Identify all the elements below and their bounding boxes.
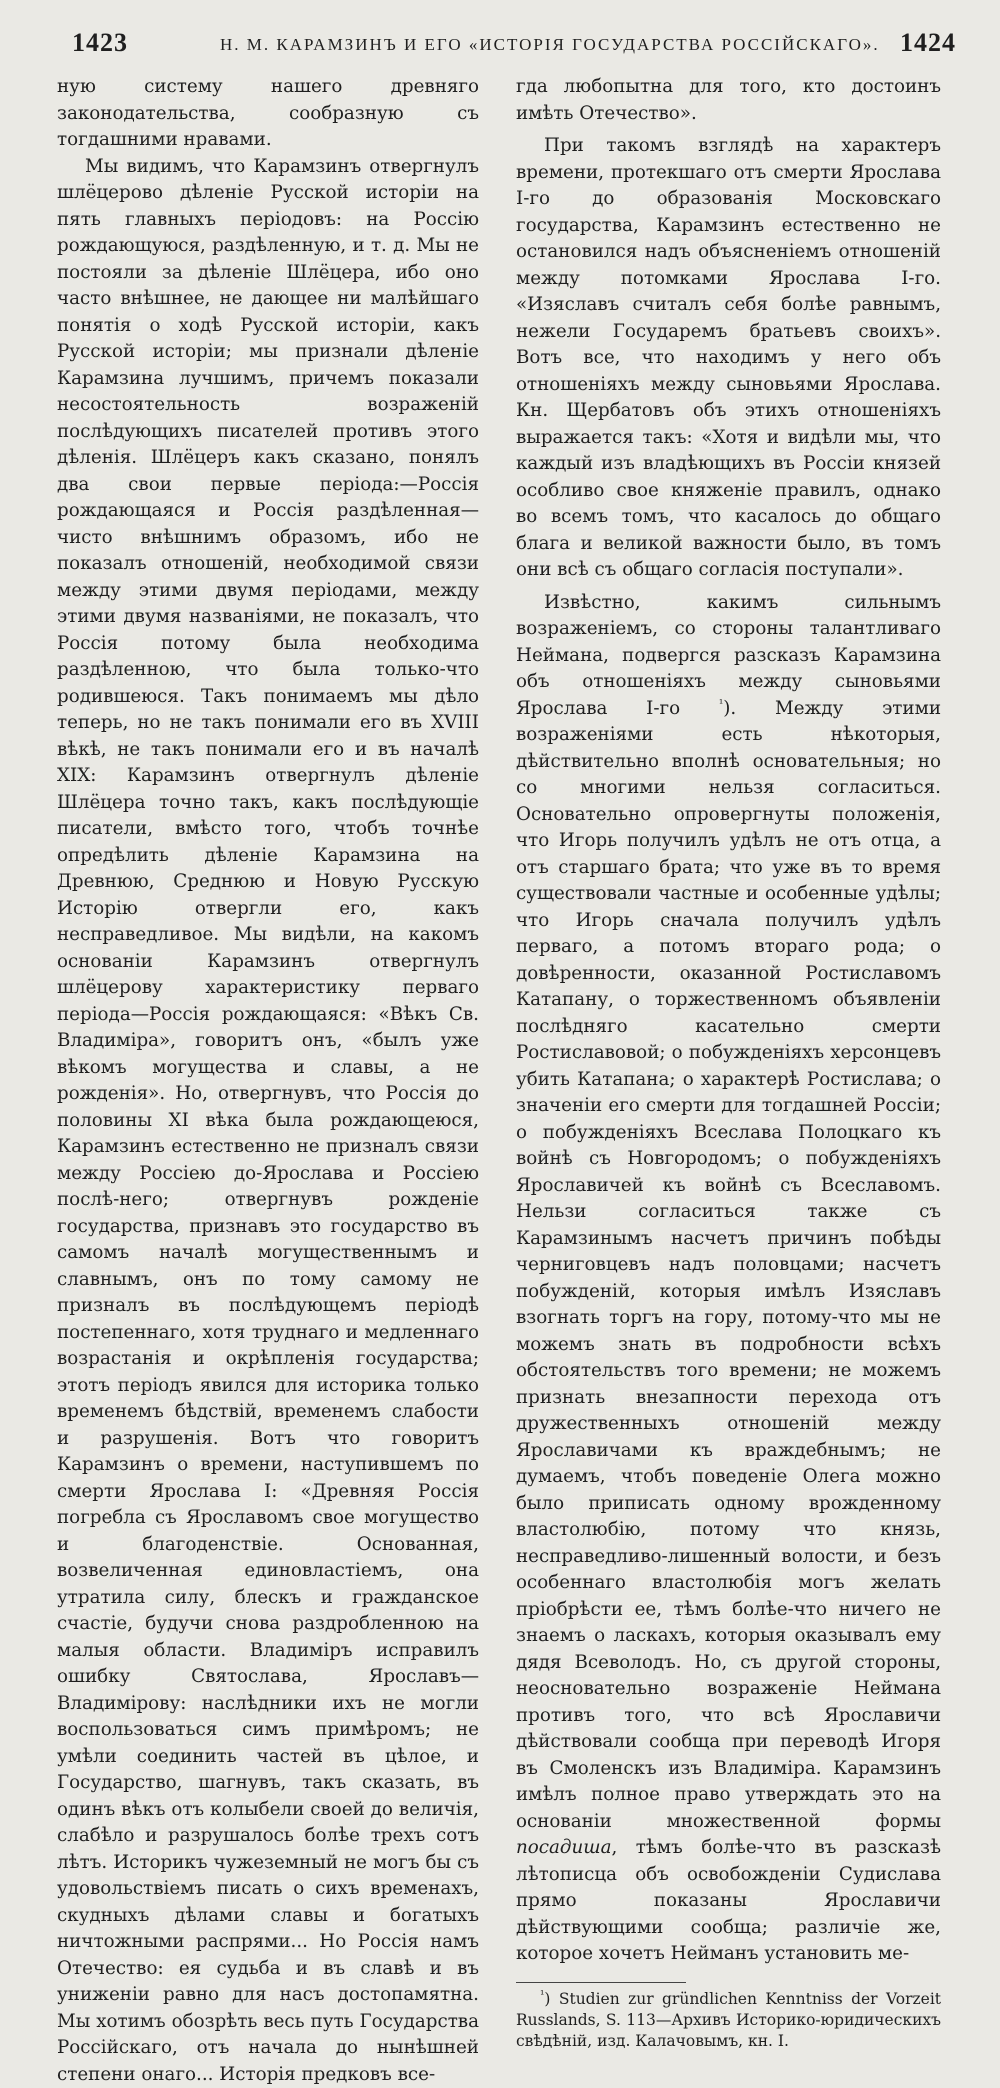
paragraph-text: Извѣстно, какимъ сильнымъ возраженіемъ, со стороны талантливаго Неймана, подвергся разсказъ Карамзина объ отношеніяхъ между сыновьями Ярослава I-го bbox=[516, 592, 941, 719]
page-header bbox=[70, 28, 958, 64]
footnote-mark: ¹ bbox=[540, 1987, 544, 2000]
right-paragraph-3 bbox=[516, 590, 941, 1968]
running-title: Н. М. КАРАМЗИНЪ И ЕГО «ИСТОРІЯ ГОСУДАРСТВА РОССІЙСКАГО». bbox=[220, 35, 808, 55]
page-number-left: 1423 bbox=[72, 28, 128, 58]
footnote-divider bbox=[516, 1982, 686, 1983]
left-paragraph-1: ную систему нашего древняго законодательства, сообразную съ тогдашними нравами. bbox=[57, 74, 479, 154]
footnote bbox=[516, 1989, 941, 2052]
right-paragraph-1: гда любопытна для того, кто достоинъ имѣть Отечество». bbox=[516, 74, 941, 127]
left-paragraph-2: Мы видимъ, что Карамзинъ отвергнулъ шлёцерово дѣленіе Русской исторіи на пять главныхъ періодовъ: на Россію рождающуюся, раздѣленную, и т. д. Мы не постояли за дѣленіе Шлёцера, ибо оно часто внѣшнее, не дающее ни малѣйшаго понятія о ходѣ Русской исторіи, какъ Русской исторіи; мы признали дѣленіе Карамзина лучшимъ, причемъ показали несостоятельность возраженій послѣдующихъ писателей противъ этого дѣленія. Шлёцеръ какъ сказано, понялъ два свои первые періода:—Россія рождающаяся и Россія раздѣленная—чисто внѣшнимъ образомъ, ибо не показалъ отношеній, необходимой связи между этими двумя періодами, между этими двумя названіями, не показалъ, что Россія потому была необходима раздѣленною, что была только-что родившеюся. Такъ понимаемъ мы дѣло теперь, но не такъ понимали его въ XVIII вѣкѣ, не такъ понимали его и въ началѣ XIX: Карамзинъ отвергнулъ дѣленіе Шлёцера точно такъ, какъ послѣдующіе писатели, вмѣсто того, чтобъ точнѣе опредѣлить дѣленіе Карамзина на Древнюю, Среднюю и Новую Русскую Исторію отвергли его, какъ несправедливое. Мы видѣли, на какомъ основаніи Карамзинъ отвергнулъ шлёцерову характеристику перваго періода—Россія рождающаяся: «Вѣкъ Св. Владиміра», говоритъ онъ, «былъ уже вѣкомъ могущества и славы, а не рожденія». Но, отвергнувъ, что Россія до половины XI вѣка была рождающеюся, Карамзинъ естественно не призналъ связи между Россіею до-Ярослава и Россіею послѣ-него; отвергнувъ рожденіе государства, признавъ это государство въ самомъ началѣ могущественнымъ и славнымъ, онъ по тому самому не призналъ въ послѣдующемъ періодѣ постепеннаго, хотя труднаго и медленнаго возрастанія и окрѣпленія государства; этотъ періодъ явился для историка только временемъ бѣдствій, временемъ слабости и разрушенія. Вотъ что говоритъ Карамзинъ о времени, наступившемъ по смерти Ярослава I: «Древняя Россія погребла съ Ярославомъ свое могущество и благоденствіе. Основанная, возвеличенная единовластіемъ, она утратила силу, блескъ и гражданское счастіе, будучи снова раздробленною на малыя области. Владиміръ исправилъ ошибку Святослава, Ярославъ—Владимірову: наслѣдники ихъ не могли воспользоваться симъ примѣромъ; не умѣли соединить частей въ цѣлое, и Государство, шагнувъ, такъ сказать, въ одинъ вѣкъ отъ колыбели своей до величія, слабѣло и разрушалось болѣе трехъ сотъ лѣтъ. Историкъ чужеземный не могъ бы съ удовольствіемъ писать о сихъ временахъ, скудныхъ дѣлами славы и богатыхъ ничтожными распрями... Но Россія намъ Отечество: ея судьба и въ славѣ и въ униженіи равно для насъ достопамятна. Мы хотимъ обозрѣть весь путь Государства Россійскаго, отъ начала до нынѣшней степени онаго... Исторія предковъ все- bbox=[57, 154, 479, 2088]
footnote-text: ) Studien zur gründlichen Kenntniss der Vorzeit Russlands, S. 113—Архивъ Историко-юридическихъ свѣдѣній, изд. Калачовымъ, кн. I. bbox=[516, 1990, 941, 2050]
right-paragraph-2: При такомъ взглядѣ на характеръ времени, протекшаго отъ смерти Ярослава I-го до образованія Московскаго государства, Карамзинъ естественно не остановился надъ объясненіемъ отношеній между потомками Ярослава I-го. «Изяславъ считалъ себя болѣе равнымъ, нежели Государемъ братьевъ своихъ». Вотъ все, что находимъ у него объ отношеніяхъ между сыновьями Ярослава. Кн. Щербатовъ объ этихъ отношеніяхъ выражается такъ: «Хотя и видѣли мы, что каждый изъ владѣющихъ въ Россіи князей особливо свое княженіе правилъ, однако во всемъ томъ, что касалось до общаго блага и великой важности было, въ томъ они всѣ съ общаго согласія поступали». bbox=[516, 133, 941, 584]
page-number-right: 1424 bbox=[900, 28, 956, 58]
italic-term: посадиша bbox=[516, 1837, 612, 1858]
left-column bbox=[57, 74, 479, 2088]
right-column bbox=[516, 74, 941, 2052]
paragraph-text: ). Между этими возраженіями есть нѣкоторыя, дѣйствительно вполнѣ основательныя; но со многими нельзя согласиться. Основательно опровергнуты положенія, что Игорь получилъ удѣлъ не отъ отца, а отъ старшаго брата; что уже въ то время существовали частные и особенные удѣлы; что Игорь сначала получилъ удѣлъ перваго, а потомъ втораго рода; о довѣренности, оказанной Ростиславомъ Катапану, о торжественномъ объявленіи послѣдняго касательно смерти Ростиславовой; о побужденіяхъ херсонцевъ убить Катапана; о характерѣ Ростислава; о значеніи его смерти для тогдашней Россіи; о побужденіяхъ Всеслава Полоцкаго къ войнѣ съ Новгородомъ; о побужденіяхъ Ярославичей къ войнѣ съ Всеславомъ. Нельзи согласиться также съ Карамзинымъ насчетъ причинъ побѣды черниговцевъ надъ половцами; насчетъ побужденій, которыя имѣлъ Изяславъ взогнать торгъ на гору, потому-что мы не можемъ знать въ подробности всѣхъ обстоятельствъ того времени; не можемъ признать внезапности перехода отъ дружественныхъ отношеній между Ярославичами къ враждебнымъ; не думаемъ, чтобъ поведеніе Олега можно было приписать одному врожденному властолюбію, потому что князь, несправедливо-лишенный волости, и безъ особеннаго властолюбія могъ желать пріобрѣсти ее, тѣмъ болѣе-что ничего не знаемъ о ласкахъ, которыя оказывалъ ему дядя Всеволодъ. Но, съ другой стороны, неосновательно возраженіе Неймана противъ того, что всѣ Ярославичи дѣйствовали сообща при переводѣ Игоря въ Смоленскъ изъ Владиміра. Карамзинъ имѣлъ полное право утверждать это на основаніи множественной формы bbox=[516, 698, 941, 1832]
footnote-reference[interactable]: ¹ bbox=[719, 696, 723, 709]
paragraph-text: , тѣмъ болѣе-что въ разсказѣ лѣтописца объ освобожденіи Судислава прямо показаны Ярославичи дѣйствующими сообща; различіе же, которое хочетъ Нейманъ установить ме- bbox=[516, 1837, 941, 1964]
